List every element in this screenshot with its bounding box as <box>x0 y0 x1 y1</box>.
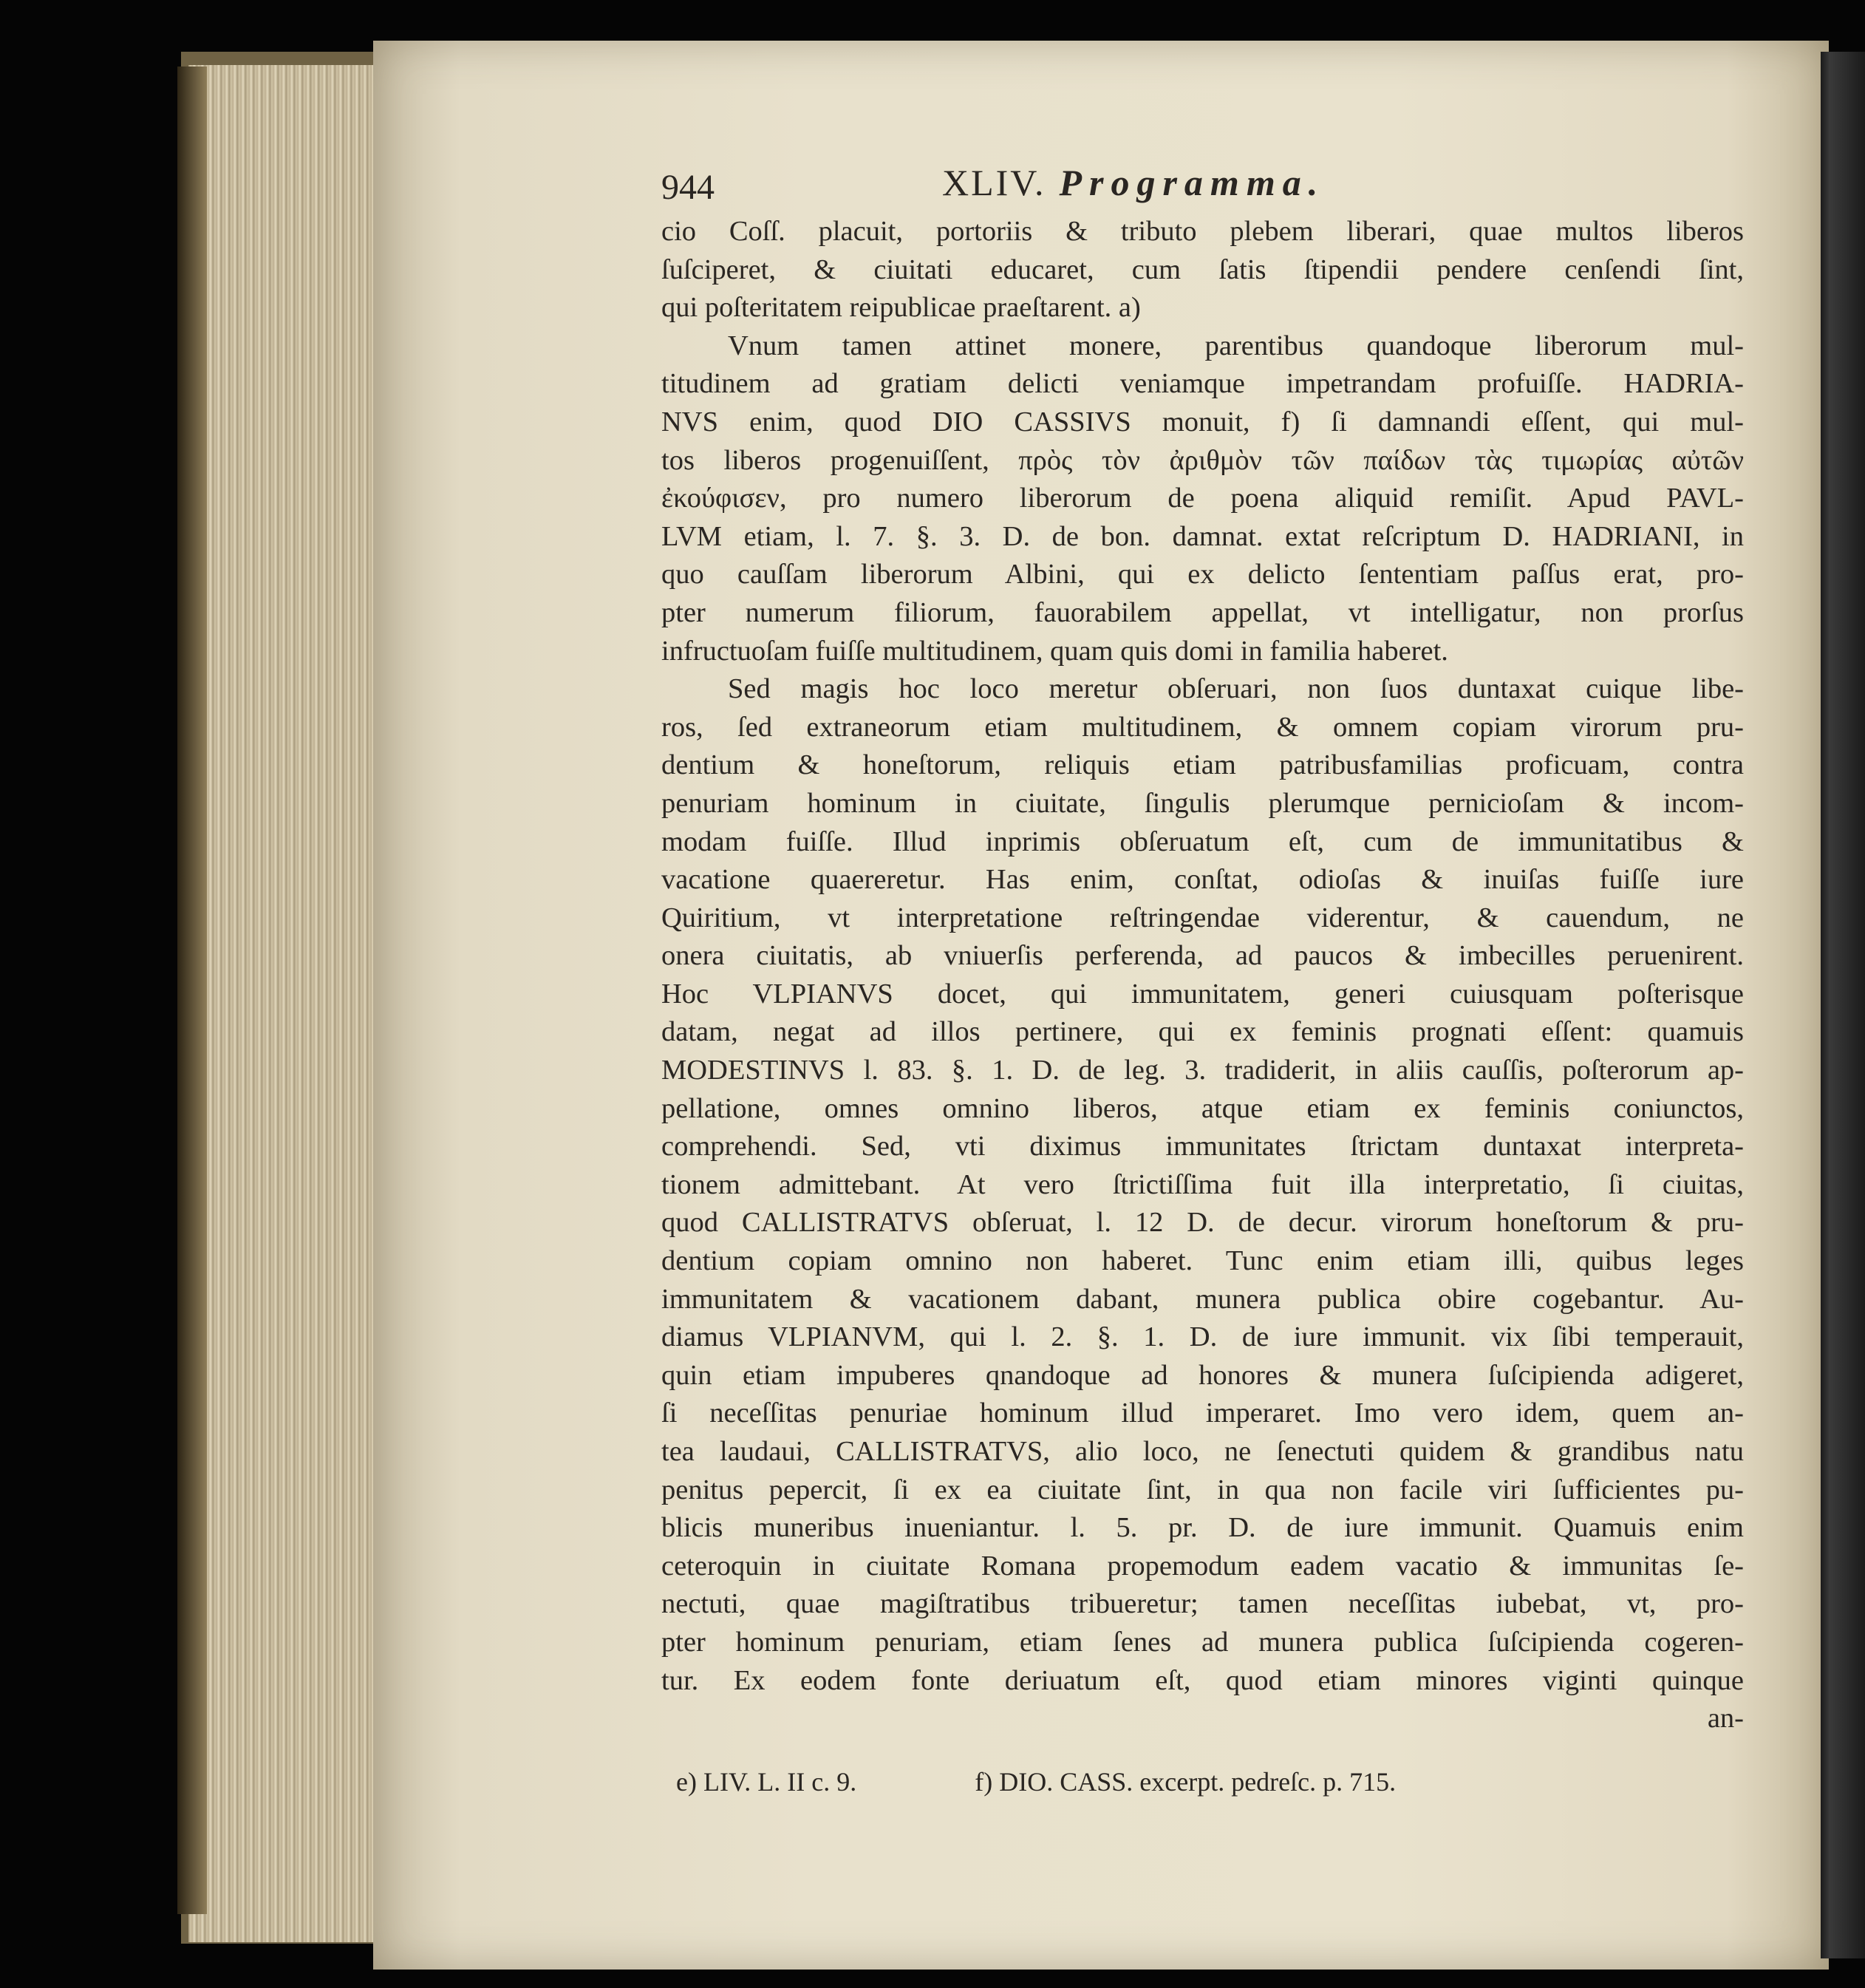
text-line: penuriam hominum in ciuitate, ſingulis plerumque pernicioſam & incom- <box>661 787 1744 819</box>
text-line: Vnum tamen attinet monere, parentibus quandoque liberorum mul- <box>728 330 1744 361</box>
text-line: quo cauſſam liberorum Albini, qui ex delicto ſententiam paſſus erat, pro- <box>661 559 1744 590</box>
text-line: tionem admittebant. At vero ſtrictiſſima fuit illa interpretatio, ſi ciuitas, <box>661 1168 1744 1200</box>
text-line: ceteroquin in ciuitate Romana propemodum eadem vacatio & immunitas ſe- <box>661 1550 1744 1582</box>
text-line: qui poſteritatem reipublicae praeſtarent. a) <box>661 292 1141 324</box>
text-line: pellatione, omnes omnino liberos, atque etiam ex feminis coniunctos, <box>661 1092 1744 1124</box>
page-number: 944 <box>661 168 715 207</box>
page-edges <box>188 65 373 1942</box>
footnote: f) DIO. CASS. excerpt. pedreſc. p. 715. <box>975 1767 1397 1797</box>
text-line: penitus pepercit, ſi ex ea ciuitate ſint, in qua non facile viri ſufficientes pu- <box>661 1474 1744 1505</box>
text-line: tur. Ex eodem fonte deriuatum eſt, quod etiam minores viginti quinque <box>661 1664 1744 1696</box>
text-line: cio Coſſ. placuit, portoriis & tributo plebem liberari, quae multos liberos <box>661 216 1744 247</box>
catchword: an- <box>1707 1703 1744 1735</box>
text-line: comprehendi. Sed, vti diximus immunitates ſtrictam duntaxat interpreta- <box>661 1131 1744 1162</box>
text-line: datam, negat ad illos pertinere, qui ex feminis prognati eſſent: quamuis <box>661 1016 1744 1048</box>
text-line: LVM etiam, l. 7. §. 3. D. de bon. damnat. extat reſcriptum D. HADRIANI, in <box>661 520 1744 552</box>
footnotes <box>661 1765 1744 1799</box>
text-line: immunitatem & vacationem dabant, munera publica obire cogebantur. Au- <box>661 1283 1744 1315</box>
text-line: onera ciuitatis, ab vniuerſis perferenda, ad paucos & imbecilles peruenirent. <box>661 940 1744 972</box>
facing-page-edge <box>1821 52 1865 1958</box>
binding-shadow <box>177 67 207 1914</box>
paragraph <box>661 213 1744 327</box>
text-line: quod CALLISTRATVS obſeruat, l. 12 D. de decur. virorum honeſtorum & pru- <box>661 1207 1744 1239</box>
text-line: Quiritium, vt interpretatione reſtringendae viderentur, & cauendum, ne <box>661 902 1744 933</box>
paragraph <box>661 670 1744 1700</box>
text-line: pter numerum filiorum, fauorabilem appellat, vt intelligatur, non prorſus <box>661 596 1744 628</box>
text-line: pter hominum penuriam, etiam ſenes ad munera publica ſuſcipienda cogeren- <box>661 1626 1744 1658</box>
text-line: nectuti, quae magiſtratibus tribueretur; tamen neceſſitas iubebat, vt, pro- <box>661 1588 1744 1620</box>
page-text-block <box>661 161 1744 1799</box>
text-line: diamus VLPIANVM, qui l. 2. §. 1. D. de iure immunit. vix ſibi temperauit, <box>661 1321 1744 1353</box>
text-line: Sed magis hoc loco meretur obſeruari, non ſuos duntaxat cuique libe- <box>728 673 1744 705</box>
text-line: ſi neceſſitas penuriae hominum illud imperaret. Imo vero idem, quem an- <box>661 1398 1744 1429</box>
footnote: e) LIV. L. II c. 9. <box>676 1767 857 1797</box>
text-line: blicis muneribus inueniantur. l. 5. pr. D. de iure immunit. Quamuis enim <box>661 1512 1744 1544</box>
running-title-text: Programma. <box>1059 162 1326 203</box>
text-line: Hoc VLPIANVS docet, qui immunitatem, generi cuiusquam poſterisque <box>661 978 1744 1010</box>
text-line: tea laudaui, CALLISTRATVS, alio loco, ne ſenectuti quidem & grandibus natu <box>661 1436 1744 1467</box>
paragraph <box>661 327 1744 670</box>
text-line: tos liberos progenuiſſent, πρὸς τὸν ἀριθμὸν τῶν παίδων τὰς τιμωρίας αὐτῶν <box>661 444 1744 476</box>
text-line: ἐκούφισεν, pro numero liberorum de poena aliquid remiſit. Apud PAVL- <box>661 483 1744 514</box>
text-line: vacatione quaereretur. Has enim, conſtat, odioſas & inuiſas fuiſſe iure <box>661 864 1744 896</box>
running-title <box>942 161 1325 204</box>
text-line: ſuſciperet, & ciuitati educaret, cum ſatis ſtipendii pendere cenſendi ſint, <box>661 253 1744 285</box>
text-line: ros, ſed extraneorum etiam multitudinem, & omnem copiam virorum pru- <box>661 711 1744 743</box>
text-line: NVS enim, quod DIO CASSIVS monuit, f) ſi damnandi eſſent, qui mul- <box>661 406 1744 438</box>
running-numeral: XLIV. <box>942 162 1046 203</box>
text-line: dentium & honeſtorum, reliquis etiam patribusfamilias proficuam, contra <box>661 749 1744 781</box>
text-line: modam fuiſſe. Illud inprimis obſeruatum eſt, cum de immunitatibus & <box>661 826 1744 857</box>
text-line: MODESTINVS l. 83. §. 1. D. de leg. 3. tradiderit, in aliis cauſſis, poſterorum ap- <box>661 1055 1744 1086</box>
text-line: titudinem ad gratiam delicti veniamque impetrandam profuiſſe. HADRIA- <box>661 368 1744 400</box>
text-line: dentium copiam omnino non haberet. Tunc enim etiam illi, quibus leges <box>661 1245 1744 1277</box>
text-line: quin etiam impuberes qnandoque ad honores & munera ſuſcipienda adigeret, <box>661 1359 1744 1391</box>
running-header <box>661 161 1744 213</box>
text-line: infructuoſam fuiſſe multitudinem, quam quis domi in familia haberet. <box>661 635 1448 667</box>
